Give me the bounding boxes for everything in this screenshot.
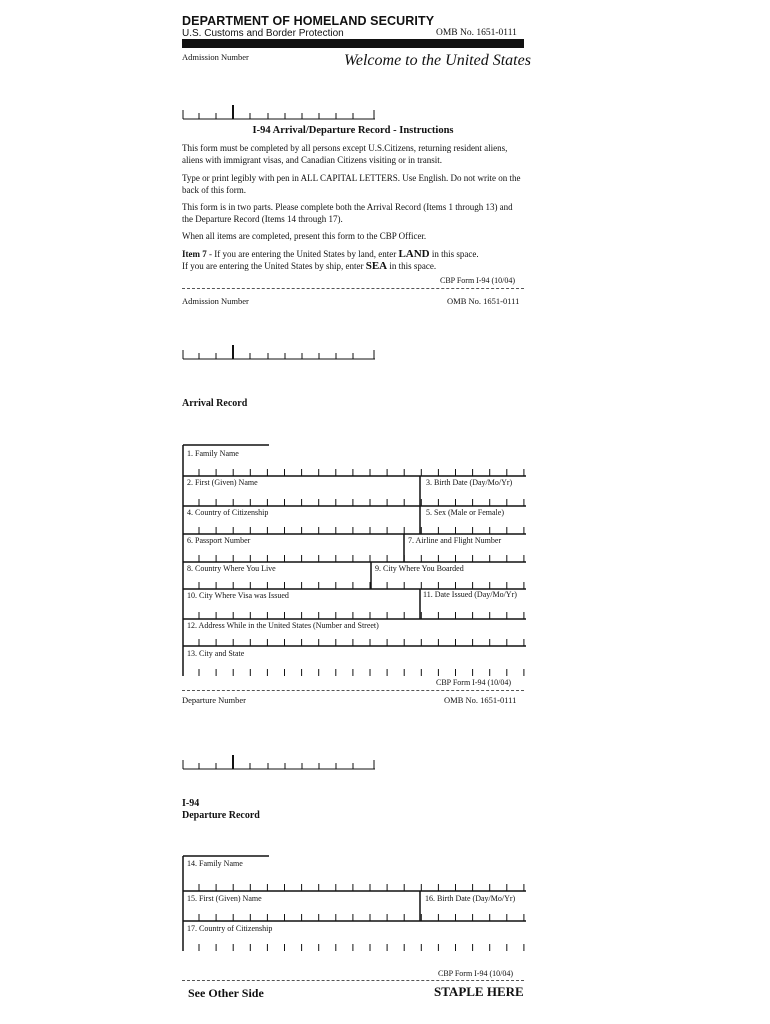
arrival-admission-label: Admission Number (182, 296, 249, 306)
item7-text-b: in this space. (429, 249, 479, 259)
form-number-2: CBP Form I-94 (10/04) (436, 678, 512, 687)
tear-line-3 (182, 980, 524, 981)
instructions-paragraph-2: Type or print legibly with pen in ALL CAPITAL LETTERS. Use English. Do not write on the back of this form. (182, 173, 521, 195)
departure-omb-number: OMB No. 1651-0111 (444, 695, 517, 705)
see-other-side-label: See Other Side (188, 986, 264, 1000)
header-rule (182, 39, 524, 48)
item7-sea: SEA (365, 259, 388, 272)
departure-form-grid (182, 855, 532, 960)
field-dep-first-name: 15. First (Given) Name (187, 894, 262, 903)
field-city-visa: 10. City Where Visa was Issued (187, 591, 289, 600)
item7-land: LAND (398, 248, 430, 260)
field-family-name: 1. Family Name (187, 449, 239, 458)
welcome-heading: Welcome to the United States (344, 52, 531, 69)
item7-label: Item 7 (182, 249, 207, 259)
instructions-item7 (182, 249, 524, 272)
field-sex: 5. Sex (Male or Female) (426, 508, 504, 517)
omb-number: OMB No. 1651-0111 (436, 28, 517, 38)
form-number-3: CBP Form I-94 (10/04) (438, 969, 514, 978)
item7-text-a: - If you are entering the United States by land, enter (206, 249, 399, 259)
arrival-admission-number-field[interactable] (182, 344, 378, 365)
form-number-1: CBP Form I-94 (10/04) (440, 276, 516, 285)
staple-here-label: STAPLE HERE (434, 984, 524, 999)
tear-line-2 (182, 690, 524, 691)
field-us-address: 12. Address While in the United States (Number and Street) (187, 621, 379, 630)
tear-line-1 (182, 288, 524, 289)
arrival-record-title: Arrival Record (182, 398, 248, 409)
field-first-name: 2. First (Given) Name (187, 478, 258, 487)
field-passport-number: 6. Passport Number (187, 536, 251, 545)
instructions-paragraph-3: This form is in two parts. Please complete both the Arrival Record (Items 1 through 13) and the Departure Record (Items 14 through 17). (182, 202, 513, 224)
field-dep-family-name: 14. Family Name (187, 859, 243, 868)
instructions-paragraph-4: When all items are completed, present this form to the CBP Officer. (182, 231, 427, 241)
field-birth-date: 3. Birth Date (Day/Mo/Yr) (426, 478, 513, 487)
admission-number-field[interactable] (182, 104, 378, 125)
field-airline-flight: 7. Airline and Flight Number (408, 536, 502, 545)
field-dep-birth-date: 16. Birth Date (Day/Mo/Yr) (425, 894, 516, 903)
field-country-citizenship: 4. Country of Citizenship (187, 508, 269, 517)
item7-text-d: in this space. (387, 260, 437, 271)
admission-number-label: Admission Number (182, 52, 249, 62)
departure-i94-label: I-94 (182, 798, 200, 809)
field-country-live: 8. Country Where You Live (187, 564, 276, 573)
departure-number-label: Departure Number (182, 695, 246, 705)
instructions-paragraph-1: This form must be completed by all persons except U.S.Citizens, returning resident aliens, aliens with immigrant visas, and Canadian Citizens visiting or in transit. (182, 143, 508, 165)
field-city-state: 13. City and State (187, 649, 245, 658)
departure-record-title: Departure Record (182, 810, 260, 821)
field-dep-country-citizenship: 17. Country of Citizenship (187, 924, 273, 933)
field-date-issued: 11. Date Issued (Day/Mo/Yr) (423, 590, 517, 599)
department-title: DEPARTMENT OF HOMELAND SECURITY (182, 14, 435, 28)
arrival-omb-number: OMB No. 1651-0111 (447, 296, 520, 306)
instructions-title: I-94 Arrival/Departure Record - Instructions (252, 125, 454, 136)
agency-name: U.S. Customs and Border Protection (182, 28, 344, 39)
item7-text-c: If you are entering the United States by ship, enter (182, 260, 366, 271)
field-city-boarded: 9. City Where You Boarded (375, 564, 464, 573)
departure-number-field[interactable] (182, 754, 378, 775)
